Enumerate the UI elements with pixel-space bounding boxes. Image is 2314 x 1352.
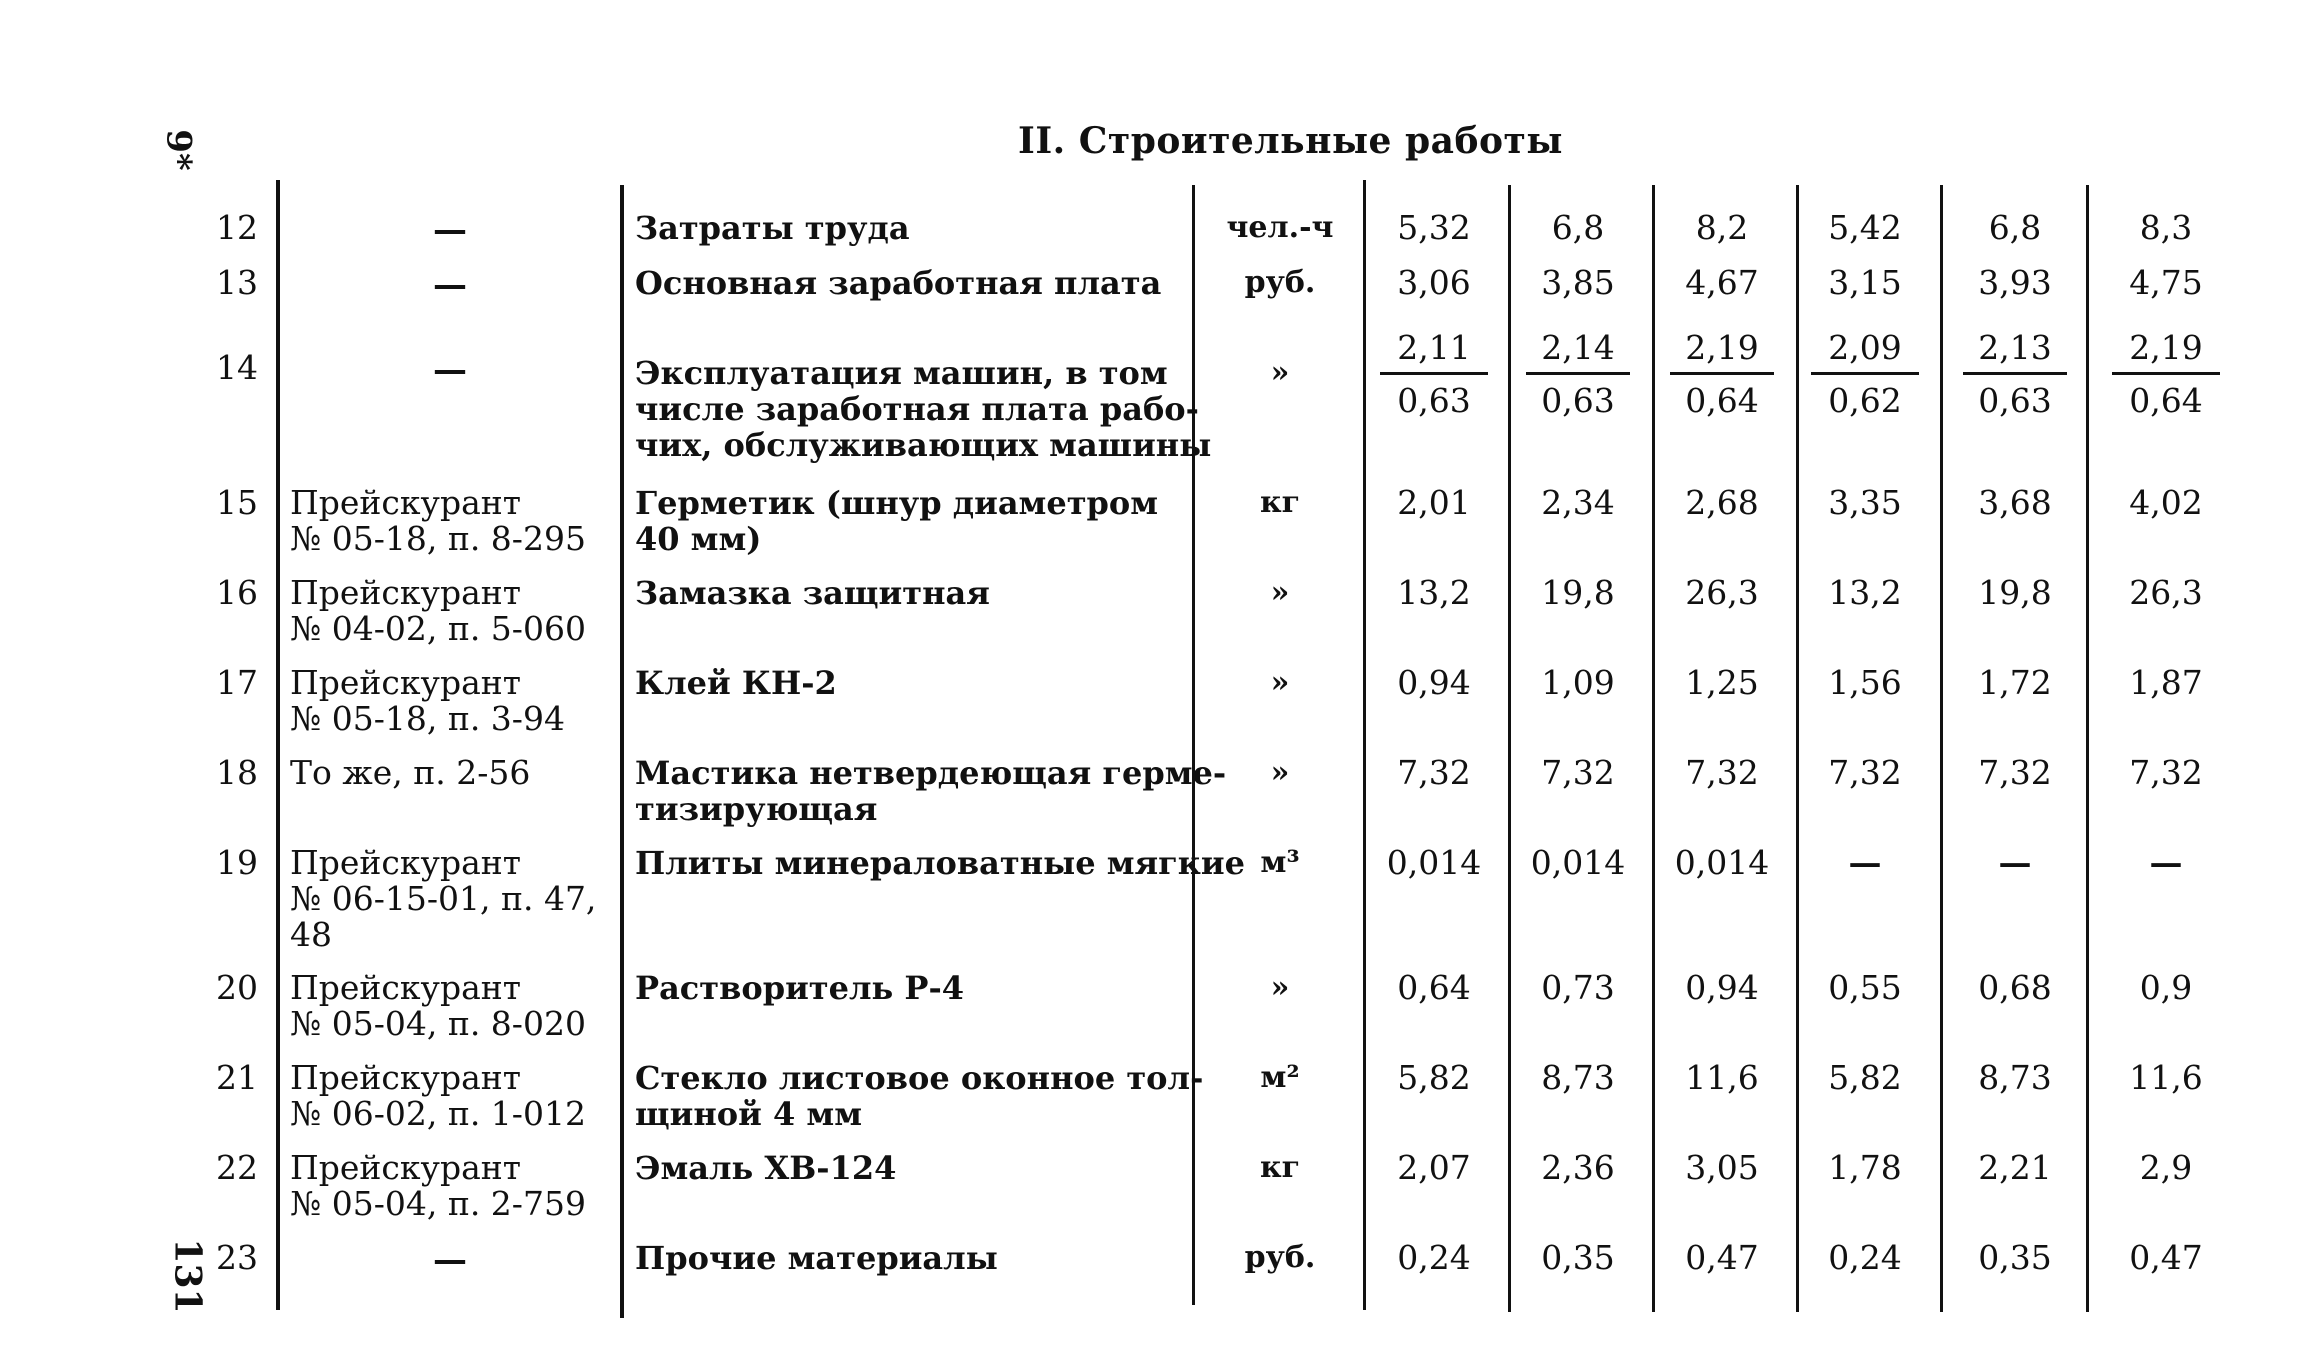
- value-cell: 5,82: [1397, 1058, 1471, 1097]
- value-cell: 0,47: [1685, 1238, 1759, 1277]
- value-cell: 1,87: [2129, 663, 2203, 702]
- value-cell: 6,8: [1988, 208, 2042, 247]
- value-cell: 13,2: [1828, 573, 1902, 612]
- value-cell: 7,32: [1541, 753, 1615, 792]
- value-cell: 0,55: [1828, 968, 1902, 1007]
- value-cell: 0,24: [1397, 1238, 1471, 1277]
- item-name-line: Эмаль ХВ-124: [635, 1149, 897, 1187]
- value-cell: 2,9: [2139, 1148, 2193, 1187]
- table-column-rule: [1940, 185, 1943, 1312]
- value-cell: 3,05: [1685, 1148, 1759, 1187]
- value-numerator: 2,19: [2129, 328, 2203, 367]
- value-cell: 2,68: [1685, 483, 1759, 522]
- source-reference-line: № 05-18, п. 8-295: [290, 519, 586, 558]
- value-cell: 5,42: [1828, 208, 1902, 247]
- row-number: 13: [216, 263, 258, 302]
- value-cell: 6,8: [1551, 208, 1605, 247]
- item-name-line: тизирующая: [635, 790, 878, 828]
- value-denominator: 0,63: [1978, 381, 2052, 420]
- fraction-bar: [1670, 372, 1774, 375]
- unit-of-measure: »: [1270, 755, 1290, 790]
- value-cell: 2,36: [1541, 1148, 1615, 1187]
- item-name-line: щиной 4 мм: [635, 1095, 862, 1133]
- item-name-line: Клей КН-2: [635, 664, 837, 702]
- value-cell: 1,78: [1828, 1148, 1902, 1187]
- source-reference-line: № 05-04, п. 8-020: [290, 1004, 586, 1043]
- value-cell: 0,94: [1685, 968, 1759, 1007]
- fraction-bar: [2112, 372, 2220, 375]
- value-cell: 7,32: [1828, 753, 1902, 792]
- value-cell: 1,72: [1978, 663, 2052, 702]
- item-name-line: Прочие материалы: [635, 1239, 998, 1277]
- source-reference-line: 48: [290, 915, 332, 954]
- section-title: II. Строительные работы: [1018, 120, 1563, 162]
- value-cell: 0,9: [2139, 968, 2193, 1007]
- item-name-line: Затраты труда: [635, 209, 910, 247]
- item-name-line: 40 мм): [635, 520, 762, 558]
- page-number: 131: [166, 1238, 209, 1314]
- value-cell: 1,09: [1541, 663, 1615, 702]
- row-number: 22: [216, 1148, 258, 1187]
- value-cell: 13,2: [1397, 573, 1471, 612]
- row-number: 17: [216, 663, 258, 702]
- item-name-line: чих, обслуживающих машины: [635, 426, 1212, 464]
- source-reference-line: Прейскурант: [290, 483, 521, 522]
- value-cell: 0,35: [1541, 1238, 1615, 1277]
- value-cell: 0,68: [1978, 968, 2052, 1007]
- item-name-line: Основная заработная плата: [635, 264, 1162, 302]
- source-reference-line: Прейскурант: [290, 1148, 521, 1187]
- row-number: 15: [216, 483, 258, 522]
- source-reference-line: № 05-18, п. 3-94: [290, 699, 565, 738]
- value-cell: 4,67: [1685, 263, 1759, 302]
- row-number: 23: [216, 1238, 258, 1277]
- item-name-line: Герметик (шнур диаметром: [635, 484, 1159, 522]
- value-numerator: 2,09: [1828, 328, 1902, 367]
- value-cell: 3,68: [1978, 483, 2052, 522]
- source-reference-line: № 05-04, п. 2-759: [290, 1184, 586, 1223]
- value-cell: 0,014: [1530, 843, 1626, 882]
- source-reference-line: № 04-02, п. 5-060: [290, 609, 586, 648]
- value-cell: 2,21: [1978, 1148, 2052, 1187]
- value-cell: 7,32: [2129, 753, 2203, 792]
- source-reference-line: № 06-02, п. 1-012: [290, 1094, 586, 1133]
- source-dash: —: [433, 1240, 467, 1280]
- source-reference-line: № 06-15-01, п. 47,: [290, 879, 597, 918]
- unit-of-measure: кг: [1259, 485, 1301, 520]
- value-cell: 11,6: [2129, 1058, 2203, 1097]
- fraction-bar: [1963, 372, 2067, 375]
- value-cell: 0,64: [1397, 968, 1471, 1007]
- value-cell: —: [1848, 843, 1882, 882]
- row-number: 20: [216, 968, 258, 1007]
- value-cell: 0,24: [1828, 1238, 1902, 1277]
- value-cell: 0,35: [1978, 1238, 2052, 1277]
- value-cell: 1,56: [1828, 663, 1902, 702]
- unit-of-measure: »: [1270, 970, 1290, 1005]
- table-column-rule: [2086, 185, 2089, 1312]
- fraction-bar: [1811, 372, 1919, 375]
- value-cell: 0,014: [1674, 843, 1770, 882]
- source-reference-line: Прейскурант: [290, 573, 521, 612]
- value-cell: 5,32: [1397, 208, 1471, 247]
- value-cell: 26,3: [2129, 573, 2203, 612]
- value-denominator: 0,63: [1541, 381, 1615, 420]
- value-cell: 26,3: [1685, 573, 1759, 612]
- unit-of-measure: руб.: [1244, 265, 1316, 300]
- value-cell: 5,82: [1828, 1058, 1902, 1097]
- value-cell: 0,014: [1386, 843, 1482, 882]
- item-name-line: Мастика нетвердеющая герме-: [635, 754, 1227, 792]
- row-number: 14: [216, 348, 258, 387]
- value-numerator: 2,14: [1541, 328, 1615, 367]
- value-numerator: 2,13: [1978, 328, 2052, 367]
- source-dash: —: [433, 265, 467, 305]
- unit-of-measure: руб.: [1244, 1240, 1316, 1275]
- unit-of-measure: чел.-ч: [1226, 210, 1334, 245]
- value-cell: 7,32: [1397, 753, 1471, 792]
- unit-of-measure: »: [1270, 355, 1290, 390]
- value-cell: 3,15: [1828, 263, 1902, 302]
- row-number: 18: [216, 753, 258, 792]
- value-cell: —: [1998, 843, 2032, 882]
- value-cell: 19,8: [1978, 573, 2052, 612]
- value-cell: 11,6: [1685, 1058, 1759, 1097]
- value-cell: 7,32: [1978, 753, 2052, 792]
- source-reference-line: Прейскурант: [290, 843, 521, 882]
- table-column-rule: [1192, 185, 1195, 1305]
- value-cell: 0,73: [1541, 968, 1615, 1007]
- value-cell: 8,73: [1978, 1058, 2052, 1097]
- source-reference-line: Прейскурант: [290, 1058, 521, 1097]
- value-cell: 7,32: [1685, 753, 1759, 792]
- value-denominator: 0,62: [1828, 381, 1902, 420]
- unit-of-measure: м²: [1260, 1060, 1300, 1095]
- fraction-bar: [1526, 372, 1630, 375]
- value-cell: 3,35: [1828, 483, 1902, 522]
- value-cell: 2,07: [1397, 1148, 1471, 1187]
- unit-of-measure: м³: [1260, 845, 1300, 880]
- row-number: 16: [216, 573, 258, 612]
- item-name-line: Растворитель Р-4: [635, 969, 965, 1007]
- source-reference-line: Прейскурант: [290, 968, 521, 1007]
- page-signature-mark: 9*: [158, 129, 199, 171]
- row-number: 21: [216, 1058, 258, 1097]
- table-column-rule: [620, 185, 624, 1318]
- value-cell: 4,02: [2129, 483, 2203, 522]
- value-cell: 19,8: [1541, 573, 1615, 612]
- value-cell: 3,06: [1397, 263, 1471, 302]
- value-denominator: 0,64: [1685, 381, 1759, 420]
- row-number: 12: [216, 208, 258, 247]
- item-name-line: Плиты минераловатные мягкие: [635, 844, 1245, 882]
- source-reference-line: То же, п. 2-56: [290, 753, 531, 792]
- value-numerator: 2,11: [1397, 328, 1471, 367]
- item-name-line: числе заработная плата рабо-: [635, 390, 1199, 428]
- value-cell: 2,34: [1541, 483, 1615, 522]
- value-denominator: 0,63: [1397, 381, 1471, 420]
- value-cell: 0,47: [2129, 1238, 2203, 1277]
- table-column-rule: [276, 180, 280, 1310]
- unit-of-measure: »: [1270, 665, 1290, 700]
- value-denominator: 0,64: [2129, 381, 2203, 420]
- unit-of-measure: кг: [1259, 1150, 1301, 1185]
- value-cell: 8,73: [1541, 1058, 1615, 1097]
- unit-of-measure: »: [1270, 575, 1290, 610]
- source-reference-line: Прейскурант: [290, 663, 521, 702]
- value-cell: —: [2149, 843, 2183, 882]
- value-cell: 4,75: [2129, 263, 2203, 302]
- value-cell: 8,2: [1695, 208, 1749, 247]
- fraction-bar: [1380, 372, 1488, 375]
- item-name-line: Замазка защитная: [635, 574, 990, 612]
- value-cell: 2,01: [1397, 483, 1471, 522]
- value-cell: 0,94: [1397, 663, 1471, 702]
- row-number: 19: [216, 843, 258, 882]
- value-cell: 8,3: [2139, 208, 2193, 247]
- source-dash: —: [433, 350, 467, 390]
- value-cell: 3,85: [1541, 263, 1615, 302]
- source-dash: —: [433, 210, 467, 250]
- value-numerator: 2,19: [1685, 328, 1759, 367]
- value-cell: 3,93: [1978, 263, 2052, 302]
- item-name-line: Эксплуатация машин, в том: [635, 354, 1168, 392]
- value-cell: 1,25: [1685, 663, 1759, 702]
- item-name-line: Стекло листовое оконное тол-: [635, 1059, 1204, 1097]
